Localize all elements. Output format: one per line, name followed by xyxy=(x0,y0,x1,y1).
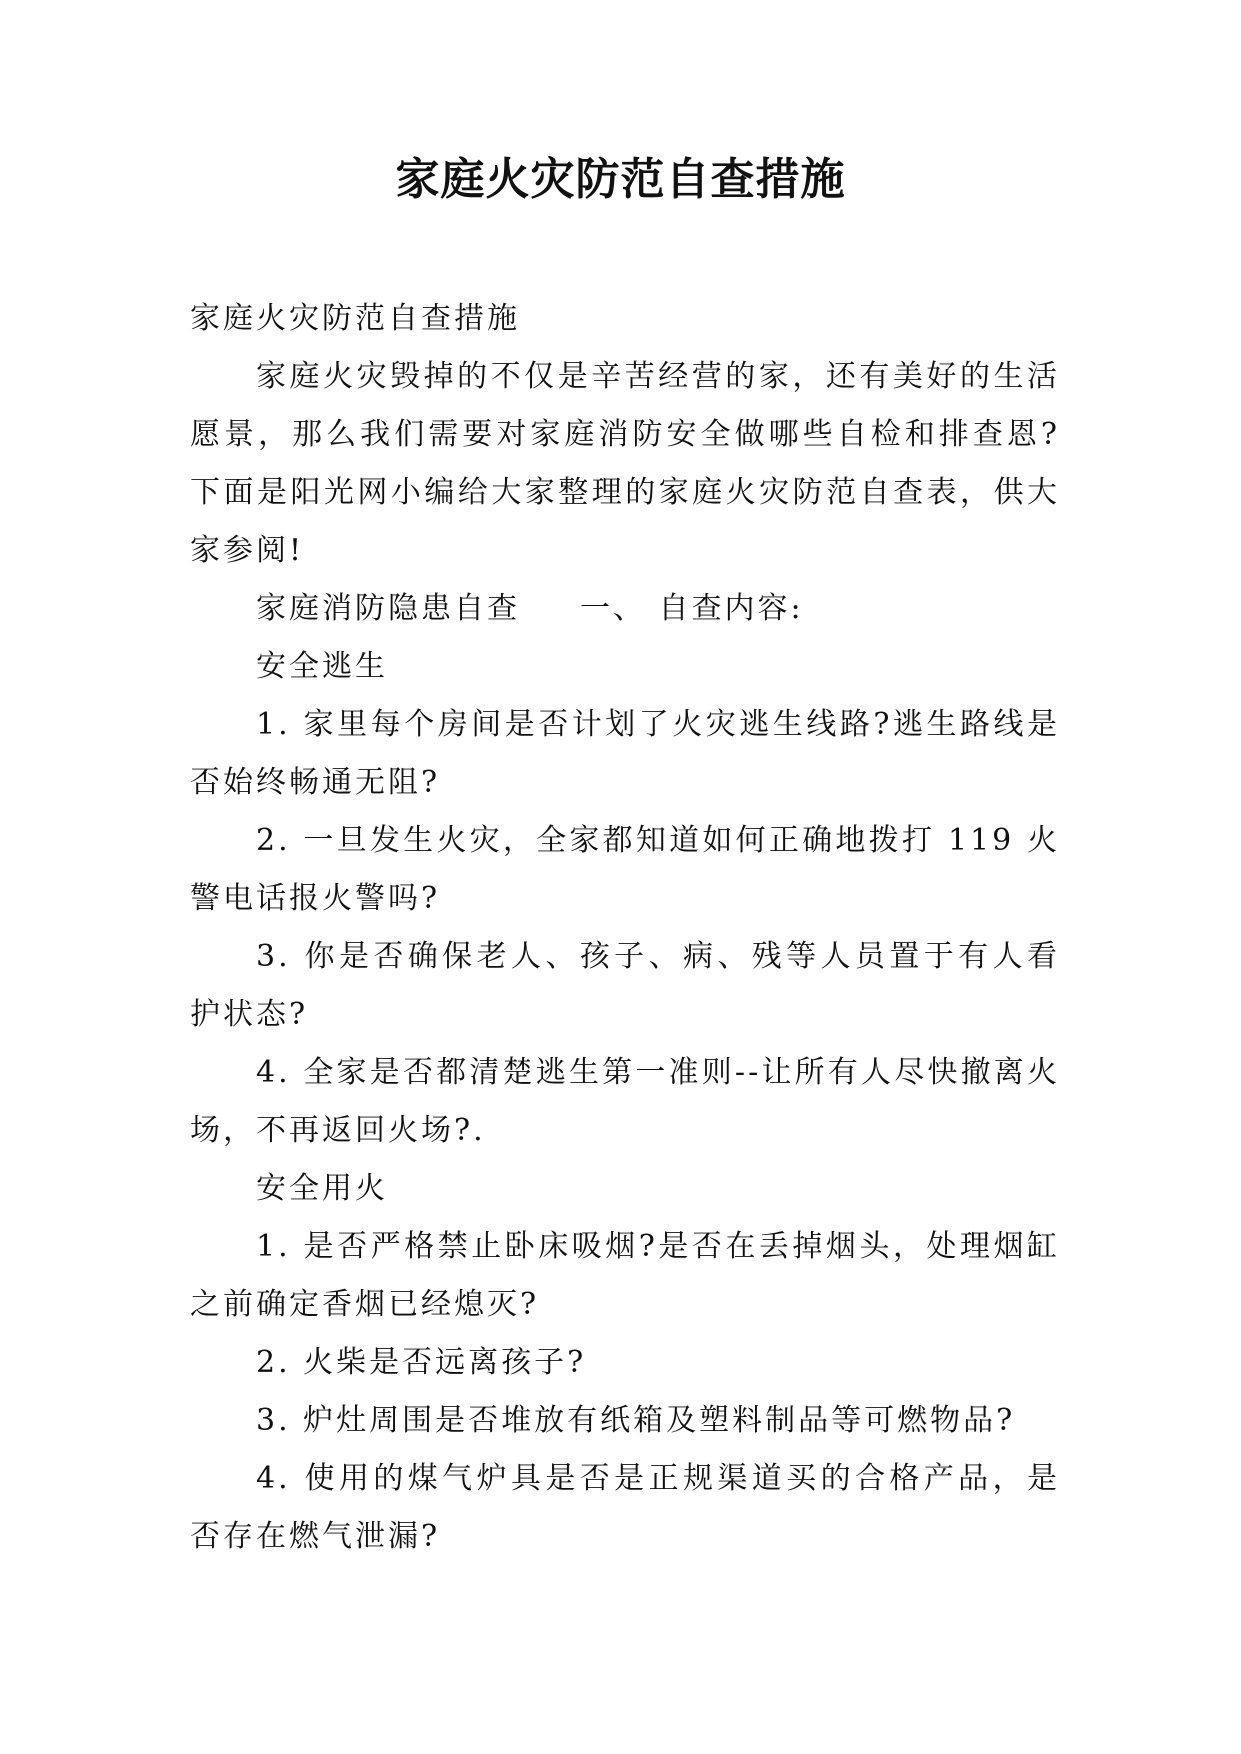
section-heading-line xyxy=(190,580,1060,638)
fire-use-heading: 安全用火 xyxy=(256,1171,388,1206)
intro-paragraph: 家庭火灾毁掉的不仅是辛苦经营的家，还有美好的生活愿景，那么我们需要对家庭消防安全做哪些自检和排查恩?下面是阳光网小编给大家整理的家庭火灾防范自查表，供大家参阅! xyxy=(190,359,1060,568)
page-title: 家庭火灾防范自查措施 xyxy=(395,154,846,205)
fire-use-item-2: 2. 火柴是否远离孩子? xyxy=(256,1345,587,1380)
section-subheading: 一、 自查内容: xyxy=(580,591,804,626)
escape-item-3: 3. 你是否确保老人、孩子、病、残等人员置于有人看护状态? xyxy=(190,939,1060,1032)
fire-use-item-4: 4. 使用的煤气炉具是否是正规渠道买的合格产品，是否存在燃气泄漏? xyxy=(190,1461,1060,1554)
document-subtitle: 家庭火灾防范自查措施 xyxy=(190,301,520,336)
escape-item-4: 4. 全家是否都清楚逃生第一准则--让所有人尽快撤离火场，不再返回火场?. xyxy=(190,1055,1060,1148)
escape-item-2: 2. 一旦发生火灾，全家都知道如何正确地拨打 119 火警电话报火警吗? xyxy=(190,823,1060,916)
escape-heading: 安全逃生 xyxy=(256,649,388,684)
fire-use-item-3: 3. 炉灶周围是否堆放有纸箱及塑料制品等可燃物品? xyxy=(256,1403,1016,1438)
document-body xyxy=(190,290,1060,1566)
escape-item-1: 1. 家里每个房间是否计划了火灾逃生线路?逃生路线是否始终畅通无阻? xyxy=(190,707,1060,800)
fire-use-item-1: 1. 是否严格禁止卧床吸烟?是否在丢掉烟头，处理烟缸之前确定香烟已经熄灭? xyxy=(190,1229,1060,1322)
section-heading: 家庭消防隐患自查 xyxy=(256,591,520,626)
